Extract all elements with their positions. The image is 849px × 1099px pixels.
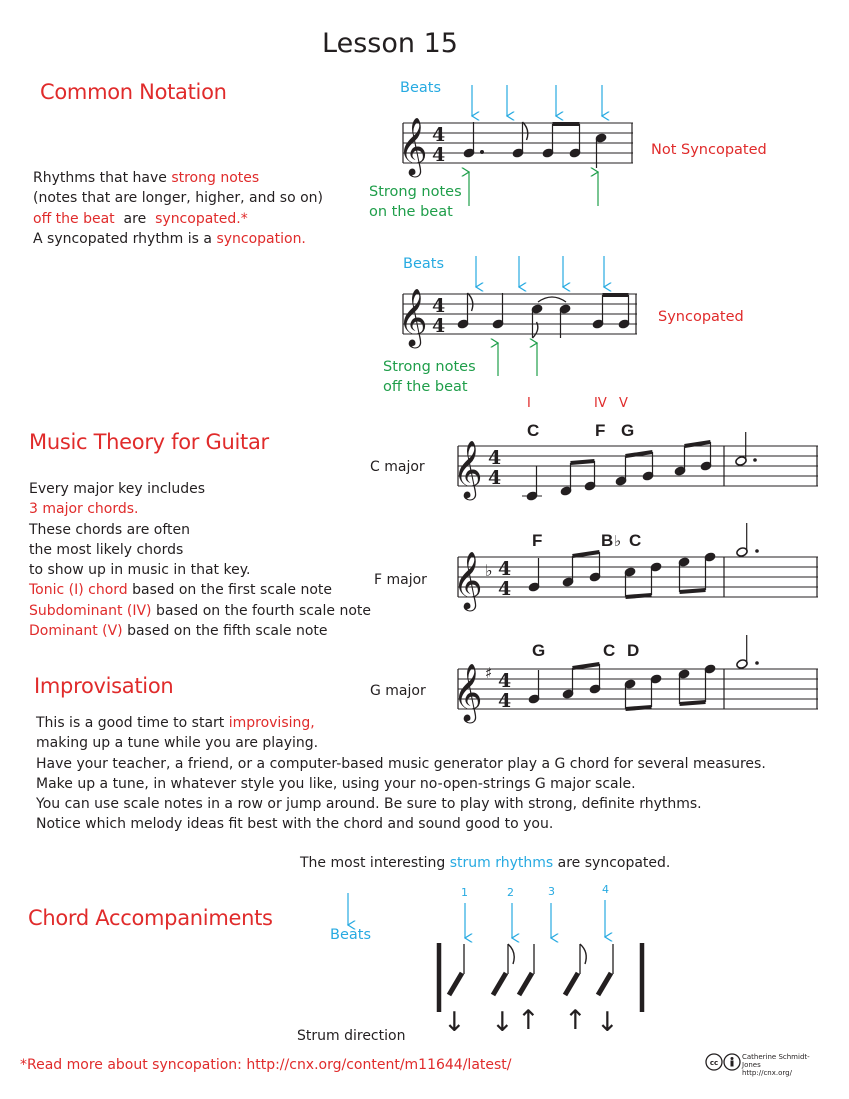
text-run: Every major key includes — [29, 481, 206, 497]
chord-b-flat: B — [601, 531, 614, 550]
roman-numeral-dominant: V — [619, 396, 628, 411]
rhythm-notes-1 — [463, 122, 607, 168]
treble-clef-icon: 𝄞 — [398, 117, 428, 175]
beat-number-2: 2 — [507, 886, 514, 899]
treble-clef-icon: 𝄞 — [453, 440, 483, 498]
text-run: based on the first scale note — [127, 582, 333, 599]
svg-text:4: 4 — [432, 144, 446, 166]
strum-notation — [439, 943, 642, 1012]
chord-d: D — [627, 641, 640, 660]
beats-label-2: Beats — [403, 256, 444, 272]
music-theory-heading: Music Theory for Guitar — [29, 430, 269, 454]
text-run: syncopation. — [216, 230, 306, 247]
chord-f: F — [595, 421, 606, 440]
text-run: syncopated.* — [155, 210, 248, 227]
text-run: The most interesting — [300, 855, 450, 871]
text-run: Rhythms that have — [33, 170, 172, 186]
time-signature-icon — [498, 670, 511, 712]
text-run: are — [114, 210, 156, 227]
chord-c: C — [603, 641, 616, 660]
text-run: Make up a tune, in whatever style you like, using your no-open-strings G major scale. — [36, 775, 636, 792]
text-run: the most likely chords — [29, 541, 184, 558]
text-run: These chords are often — [29, 521, 190, 538]
text-run: strong notes — [171, 170, 260, 186]
text-run: improvising, — [228, 715, 315, 731]
sharp-key-signature-icon: ♯ — [485, 664, 493, 682]
svg-text:4: 4 — [488, 467, 502, 489]
svg-text:4: 4 — [498, 690, 512, 712]
rhythm-notes-2 — [457, 293, 630, 338]
text-run: Subdominant (IV) — [29, 602, 152, 619]
beat-number-3: 3 — [548, 885, 555, 898]
chord-c: C — [527, 421, 540, 440]
chord-f: F — [532, 531, 543, 550]
syncopated-label: Syncopated — [658, 309, 744, 325]
text-run: (notes that are longer, higher, and so on) — [33, 190, 323, 207]
flat-sign-icon: ♭ — [614, 532, 622, 550]
chord-g: G — [621, 421, 635, 440]
common-notation-heading: Common Notation — [40, 80, 227, 104]
text-run: strum rhythms — [449, 855, 554, 871]
text-run: to show up in music in that key. — [29, 562, 251, 579]
text-run: based on the fourth scale note — [151, 602, 372, 619]
svg-text:4: 4 — [432, 124, 446, 146]
text-run: are syncopated. — [553, 855, 671, 871]
treble-clef-icon: 𝄞 — [453, 663, 483, 721]
strum-down-arrow: ↓ — [596, 1007, 619, 1038]
text-run: based on the fifth scale note — [122, 623, 328, 640]
text-run: 3 major chords. — [29, 501, 139, 518]
svg-text:4: 4 — [488, 447, 502, 469]
text-run: This is a good time to start — [36, 715, 229, 731]
treble-clef-icon: 𝄞 — [398, 288, 428, 346]
staff-c-major — [458, 446, 818, 486]
roman-numeral-subdominant: IV — [594, 396, 607, 411]
time-signature-icon — [498, 558, 511, 600]
credit-url: http://cnx.org/ — [742, 1069, 792, 1077]
treble-clef-icon: 𝄞 — [453, 551, 483, 609]
roman-numeral-tonic: I — [527, 396, 531, 411]
beat-arrows-2 — [476, 256, 604, 287]
chord-accompaniments-heading: Chord Accompaniments — [28, 906, 273, 930]
key-label-f-major: F major — [374, 572, 427, 588]
text-run: Dominant (V) — [29, 623, 123, 640]
credit-name: Catherine Schmidt-Jones — [742, 1053, 810, 1069]
beats-label-3: Beats — [330, 927, 371, 943]
beat-arrows-strum — [348, 893, 605, 938]
strum-up-arrow: ↑ — [564, 1005, 587, 1036]
improvisation-heading: Improvisation — [34, 674, 174, 698]
strong-arrows-1 — [469, 172, 598, 206]
page-title: Lesson 15 — [322, 28, 458, 59]
svg-text:4: 4 — [432, 315, 446, 337]
strum-down-arrow: ↓ — [443, 1007, 466, 1038]
time-signature-icon — [432, 124, 445, 166]
strong-off-beat-label: Strong notes off the beat — [383, 359, 476, 395]
svg-text:4: 4 — [498, 578, 512, 600]
strum-down-arrow: ↓ — [491, 1007, 514, 1038]
scale-notes-c-major — [522, 432, 757, 501]
svg-text:4: 4 — [498, 558, 512, 580]
beat-number-1: 1 — [461, 886, 468, 899]
beat-number-4: 4 — [602, 883, 609, 896]
svg-text:4: 4 — [432, 295, 446, 317]
key-label-g-major: G major — [370, 683, 426, 699]
staff-f-major — [458, 557, 818, 597]
svg-text:4: 4 — [498, 670, 512, 692]
chord-c: C — [629, 531, 642, 550]
beats-label-1: Beats — [400, 80, 441, 96]
text-run: Have your teacher, a friend, or a computer-based music generator play a G chord for several measures. — [36, 755, 766, 772]
chord-g: G — [532, 641, 546, 660]
text-run: Notice which melody ideas fit best with the chord and sound good to you. — [36, 816, 554, 833]
beat-arrows-1 — [472, 85, 602, 116]
strong-on-beat-label: Strong notes on the beat — [369, 184, 462, 220]
text-run: You can use scale notes in a row or jump around. Be sure to play with strong, definite rhythms. — [36, 796, 702, 813]
key-label-c-major: C major — [370, 459, 425, 475]
text-run: making up a tune while you are playing. — [36, 735, 319, 752]
strum-direction-label: Strum direction — [297, 1028, 406, 1044]
text-run: A syncopated rhythm is a — [33, 230, 217, 247]
time-signature-icon — [488, 447, 501, 489]
time-signature-icon — [432, 295, 445, 337]
svg-text:cc: cc — [709, 1059, 719, 1067]
strong-arrows-2 — [498, 343, 537, 376]
text-run: Tonic (I) chord — [29, 582, 128, 599]
staff-g-major — [458, 669, 818, 709]
not-syncopated-label: Not Syncopated — [651, 142, 767, 158]
strum-up-arrow: ↑ — [517, 1005, 540, 1036]
text-run: off the beat — [33, 210, 115, 227]
flat-key-signature-icon: ♭ — [485, 561, 493, 580]
syncopation-footnote: *Read more about syncopation: http://cnx.org/content/m11644/latest/ — [20, 1057, 512, 1073]
